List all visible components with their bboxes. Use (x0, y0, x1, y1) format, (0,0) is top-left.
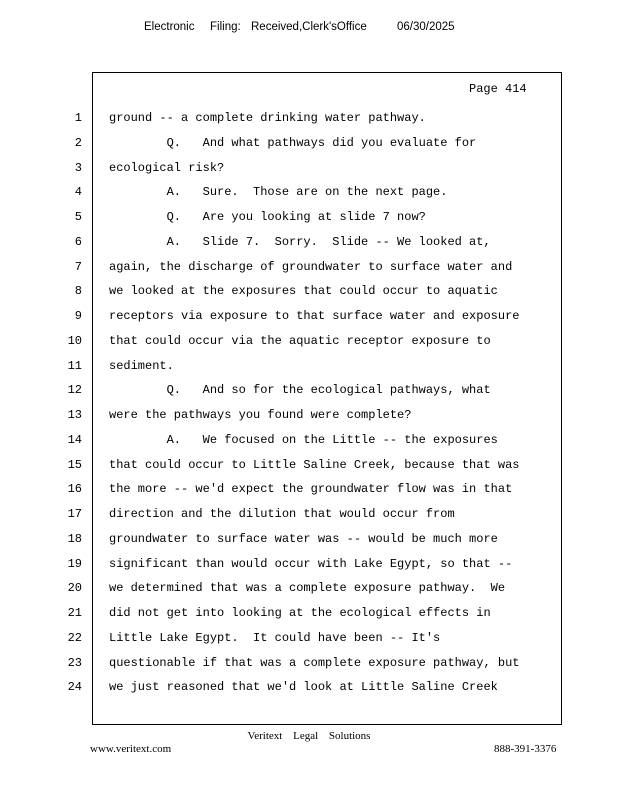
line-text: Little Lake Egypt. It could have been -- It's (109, 630, 441, 645)
header-date: 06/30/2025 (397, 21, 455, 33)
line-number: 21 (67, 606, 82, 620)
line-number: 2 (74, 135, 82, 150)
line-text: that could occur via the aquatic receptor exposure to (109, 333, 491, 348)
line-number: 12 (67, 383, 82, 398)
line-text: Q. And what pathways did you evaluate for (109, 135, 477, 150)
transcript-line (0, 358, 618, 374)
line-text: direction and the dilution that would occur from (109, 507, 455, 521)
footer-phone: 888-391-3376 (494, 743, 557, 755)
transcript-line (0, 160, 618, 176)
footer-brand (0, 730, 618, 742)
line-text: Q. And so for the ecological pathways, what (109, 383, 491, 398)
line-text: did not get into looking at the ecological effects in (109, 606, 491, 620)
line-number: 20 (67, 581, 82, 596)
footer-brand-2: Legal (293, 730, 319, 742)
line-text: ground -- a complete drinking water pathway. (109, 111, 426, 125)
line-number: 16 (67, 482, 82, 497)
line-number: 24 (67, 680, 82, 695)
line-number: 18 (67, 531, 82, 546)
transcript-line (0, 135, 618, 151)
line-text: we just reasoned that we'd look at Little Saline Creek (109, 680, 498, 695)
line-number: 4 (74, 185, 82, 200)
line-text: A. We focused on the Little -- the exposures (109, 432, 498, 447)
line-text: we looked at the exposures that could occur to aquatic (109, 284, 498, 299)
transcript-line (0, 580, 618, 596)
line-text: sediment. (109, 358, 174, 373)
transcript-line (0, 308, 618, 324)
transcript-line (0, 333, 618, 349)
line-number: 14 (67, 432, 82, 447)
line-number: 17 (67, 507, 82, 521)
line-text: we determined that was a complete exposure pathway. We (109, 581, 506, 596)
line-text: again, the discharge of groundwater to surface water and (109, 259, 513, 274)
header-filing: Filing: (210, 21, 241, 33)
line-text: A. Sure. Those are on the next page. (109, 185, 448, 200)
line-number: 13 (67, 408, 82, 422)
header-electronic: Electronic (144, 21, 195, 33)
line-text: questionable if that was a complete exposure pathway, but (109, 655, 520, 670)
transcript-line (0, 605, 618, 621)
transcript-line (0, 506, 618, 522)
line-number: 10 (67, 333, 82, 348)
line-text: ecological risk? (109, 160, 225, 175)
line-number: 11 (67, 358, 82, 373)
line-number: 3 (74, 160, 82, 175)
line-text: Q. Are you looking at slide 7 now? (109, 210, 426, 224)
transcript-line (0, 481, 618, 497)
line-text: receptors via exposure to that surface water and exposure (109, 309, 520, 323)
footer-website: www.veritext.com (90, 743, 172, 755)
transcript-line (0, 382, 618, 398)
transcript-line (0, 407, 618, 423)
line-text: the more -- we'd expect the groundwater flow was in that (109, 482, 513, 497)
transcript-line (0, 457, 618, 473)
transcript-line (0, 110, 618, 126)
transcript-line (0, 283, 618, 299)
line-number: 19 (67, 556, 82, 571)
transcript-line (0, 630, 618, 646)
transcript-line (0, 655, 618, 671)
header-received: Received,Clerk'sOffice (251, 21, 367, 33)
footer-brand-3: Solutions (328, 730, 371, 742)
line-number: 7 (74, 259, 82, 274)
line-number: 15 (67, 457, 82, 472)
transcript-line (0, 679, 618, 695)
line-text: groundwater to surface water was -- would be much more (109, 531, 498, 546)
filing-header (0, 21, 618, 37)
line-text: significant than would occur with Lake Egypt, so that -- (109, 556, 513, 571)
transcript-line (0, 184, 618, 200)
transcript-line (0, 556, 618, 572)
line-number: 22 (67, 630, 82, 645)
footer-brand-1: Veritext (247, 730, 283, 742)
line-number: 6 (74, 234, 82, 249)
transcript-line (0, 259, 618, 275)
line-number: 5 (74, 210, 82, 224)
transcript-line (0, 432, 618, 448)
line-text: that could occur to Little Saline Creek, because that was (109, 457, 520, 472)
line-number: 9 (74, 309, 82, 323)
line-text: were the pathways you found were complete? (109, 408, 412, 422)
transcript-line (0, 531, 618, 547)
line-number: 8 (74, 284, 82, 299)
line-number: 23 (67, 655, 82, 670)
transcript-line (0, 234, 618, 250)
transcript-line (0, 209, 618, 225)
page-number: Page 414 (469, 82, 527, 96)
line-number: 1 (74, 111, 82, 125)
line-text: A. Slide 7. Sorry. Slide -- We looked at, (109, 234, 491, 249)
